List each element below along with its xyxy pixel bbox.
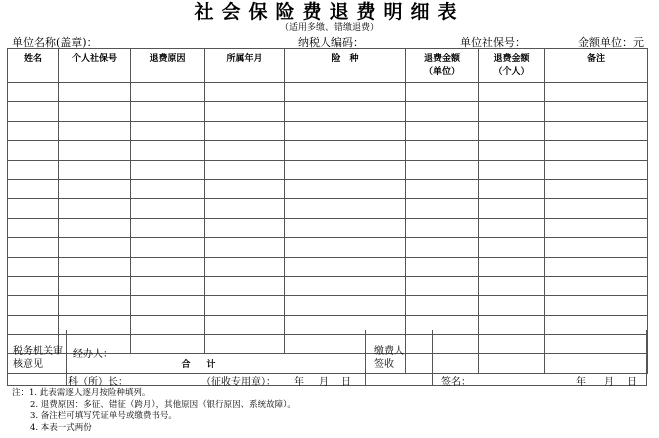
header-period: 所属年月 bbox=[205, 49, 285, 83]
header-refund-reason: 退费原因 bbox=[131, 49, 205, 83]
table-cell[interactable] bbox=[8, 257, 59, 276]
unit-ss-no-label: 单位社保号： bbox=[460, 36, 526, 49]
table-cell[interactable] bbox=[59, 102, 131, 121]
header-personal-ss-no: 个人社保号 bbox=[59, 49, 131, 83]
year-label: 年 bbox=[294, 377, 304, 388]
table-cell[interactable] bbox=[285, 296, 406, 315]
table-cell[interactable] bbox=[131, 83, 205, 102]
refund-detail-table bbox=[7, 48, 648, 374]
header-remarks: 备注 bbox=[545, 49, 648, 83]
table-cell[interactable] bbox=[545, 102, 648, 121]
table-cell[interactable] bbox=[8, 296, 59, 315]
table-cell[interactable] bbox=[406, 276, 479, 295]
table-cell[interactable] bbox=[479, 276, 545, 295]
sign-year-label: 年 bbox=[576, 377, 586, 388]
table-cell[interactable] bbox=[285, 238, 406, 257]
table-cell[interactable] bbox=[545, 121, 648, 140]
table-cell[interactable] bbox=[545, 218, 648, 237]
table-cell[interactable] bbox=[8, 276, 59, 295]
table-cell[interactable] bbox=[131, 141, 205, 160]
table-cell[interactable] bbox=[545, 296, 648, 315]
header-refund-unit: 退费金额 （单位） bbox=[406, 49, 479, 83]
table-cell[interactable] bbox=[131, 160, 205, 179]
table-cell[interactable] bbox=[205, 257, 285, 276]
table-cell[interactable] bbox=[479, 199, 545, 218]
table-cell[interactable] bbox=[8, 238, 59, 257]
table-cell[interactable] bbox=[406, 102, 479, 121]
table-cell[interactable] bbox=[8, 199, 59, 218]
sign-day-label: 日 bbox=[627, 377, 637, 388]
section-chief-label: 科（所）长： bbox=[68, 377, 128, 388]
table-row bbox=[8, 83, 648, 102]
table-cell[interactable] bbox=[285, 160, 406, 179]
table-cell[interactable] bbox=[285, 276, 406, 295]
payer-sign-label: 缴费人签收 bbox=[374, 346, 404, 370]
table-row bbox=[8, 276, 648, 295]
tax-office-opinion-label: 税务机关审核意见 bbox=[13, 346, 63, 370]
table-cell[interactable] bbox=[285, 83, 406, 102]
taxpayer-id-label: 纳税人编码： bbox=[298, 36, 364, 49]
notes bbox=[12, 388, 296, 434]
table-cell[interactable] bbox=[8, 102, 59, 121]
table-cell[interactable] bbox=[8, 83, 59, 102]
table-cell[interactable] bbox=[59, 199, 131, 218]
table-cell[interactable] bbox=[59, 179, 131, 198]
table-cell[interactable] bbox=[406, 199, 479, 218]
table-cell[interactable] bbox=[406, 160, 479, 179]
table-cell[interactable] bbox=[8, 141, 59, 160]
table-cell[interactable] bbox=[131, 179, 205, 198]
table-cell[interactable] bbox=[545, 83, 648, 102]
table-cell[interactable] bbox=[59, 296, 131, 315]
note-line: 3. 备注栏可填写凭证单号或缴费书号。 bbox=[30, 411, 177, 421]
month-label: 月 bbox=[319, 377, 329, 388]
table-row bbox=[8, 257, 648, 276]
header-refund-personal: 退费金额 （个人） bbox=[479, 49, 545, 83]
table-cell[interactable] bbox=[545, 257, 648, 276]
table-cell[interactable] bbox=[131, 296, 205, 315]
table-cell[interactable] bbox=[59, 121, 131, 140]
unit-name-label: 单位名称(盖章)： bbox=[12, 36, 98, 49]
table-cell[interactable] bbox=[131, 199, 205, 218]
table-cell[interactable] bbox=[285, 218, 406, 237]
table-cell[interactable] bbox=[59, 238, 131, 257]
table-cell[interactable] bbox=[205, 238, 285, 257]
table-cell[interactable] bbox=[545, 179, 648, 198]
table-cell[interactable] bbox=[545, 238, 648, 257]
table-cell[interactable] bbox=[479, 121, 545, 140]
header-name: 姓名 bbox=[8, 49, 59, 83]
table-cell[interactable] bbox=[8, 179, 59, 198]
table-row bbox=[8, 141, 648, 160]
table-cell[interactable] bbox=[59, 257, 131, 276]
day-label: 日 bbox=[341, 377, 351, 388]
form-subtitle: （适用多缴、错缴退费） bbox=[279, 23, 379, 33]
table-row bbox=[8, 238, 648, 257]
table-cell[interactable] bbox=[205, 121, 285, 140]
table-cell[interactable] bbox=[479, 179, 545, 198]
table-cell[interactable] bbox=[479, 83, 545, 102]
table-cell[interactable] bbox=[205, 83, 285, 102]
table-cell[interactable] bbox=[285, 141, 406, 160]
table-cell[interactable] bbox=[131, 276, 205, 295]
table-cell[interactable] bbox=[205, 141, 285, 160]
table-cell[interactable] bbox=[131, 257, 205, 276]
table-cell[interactable] bbox=[8, 218, 59, 237]
table-cell[interactable] bbox=[545, 276, 648, 295]
total-label: 合计 bbox=[8, 354, 406, 374]
table-cell[interactable] bbox=[406, 179, 479, 198]
table-cell[interactable] bbox=[59, 276, 131, 295]
table-row bbox=[8, 199, 648, 218]
table-cell[interactable] bbox=[131, 218, 205, 237]
header-insurance-type: 险 种 bbox=[285, 49, 406, 83]
table-cell[interactable] bbox=[205, 276, 285, 295]
signature-section bbox=[7, 330, 647, 386]
table-cell[interactable] bbox=[479, 160, 545, 179]
table-cell[interactable] bbox=[479, 141, 545, 160]
table-cell[interactable] bbox=[285, 179, 406, 198]
table-cell[interactable] bbox=[406, 296, 479, 315]
table-cell[interactable] bbox=[285, 199, 406, 218]
amount-unit-label: 金额单位：元 bbox=[578, 36, 644, 49]
table-cell[interactable] bbox=[205, 199, 285, 218]
table-cell[interactable] bbox=[8, 121, 59, 140]
table-cell[interactable] bbox=[205, 102, 285, 121]
table-cell[interactable] bbox=[205, 296, 285, 315]
seal-label: （征收专用章）： bbox=[201, 377, 276, 388]
table-row bbox=[8, 179, 648, 198]
table-cell[interactable] bbox=[8, 160, 59, 179]
table-cell[interactable] bbox=[406, 257, 479, 276]
note-line: 注：1. 此表需逐人逐月按险种填列。 bbox=[12, 388, 151, 398]
table-cell[interactable] bbox=[205, 218, 285, 237]
sign-month-label: 月 bbox=[604, 377, 614, 388]
table-cell[interactable] bbox=[479, 102, 545, 121]
table-cell[interactable] bbox=[131, 102, 205, 121]
table-cell[interactable] bbox=[545, 141, 648, 160]
table-cell[interactable] bbox=[479, 257, 545, 276]
note-line: 2. 退费原因：多征、错征（跨月），其他原因（银行原因、系统故障）。 bbox=[30, 399, 296, 410]
table-cell[interactable] bbox=[285, 121, 406, 140]
table-row bbox=[8, 160, 648, 179]
table-cell[interactable] bbox=[406, 218, 479, 237]
table-cell[interactable] bbox=[59, 160, 131, 179]
table-cell[interactable] bbox=[59, 83, 131, 102]
table-cell[interactable] bbox=[406, 121, 479, 140]
handler-label: 经办人： bbox=[73, 349, 113, 360]
table-cell[interactable] bbox=[131, 238, 205, 257]
table-cell[interactable] bbox=[131, 121, 205, 140]
table-cell[interactable] bbox=[479, 296, 545, 315]
signature-label: 签名： bbox=[441, 377, 471, 388]
table-cell[interactable] bbox=[545, 160, 648, 179]
table-cell[interactable] bbox=[59, 218, 131, 237]
table-cell[interactable] bbox=[479, 238, 545, 257]
table-cell[interactable] bbox=[59, 141, 131, 160]
table-header-row bbox=[8, 49, 648, 83]
table-cell[interactable] bbox=[285, 257, 406, 276]
table-cell[interactable] bbox=[406, 141, 479, 160]
form-title: 社会保险费退费明细表 bbox=[194, 1, 465, 23]
table-cell[interactable] bbox=[205, 160, 285, 179]
table-row bbox=[8, 102, 648, 121]
table-row bbox=[8, 218, 648, 237]
table-cell[interactable] bbox=[479, 218, 545, 237]
table-cell[interactable] bbox=[545, 199, 648, 218]
table-row bbox=[8, 121, 648, 140]
table-cell[interactable] bbox=[205, 179, 285, 198]
table-cell[interactable] bbox=[406, 83, 479, 102]
table-cell[interactable] bbox=[406, 238, 479, 257]
table-row bbox=[8, 296, 648, 315]
table-cell[interactable] bbox=[285, 102, 406, 121]
note-line: 4. 本表一式两份 bbox=[30, 422, 92, 433]
